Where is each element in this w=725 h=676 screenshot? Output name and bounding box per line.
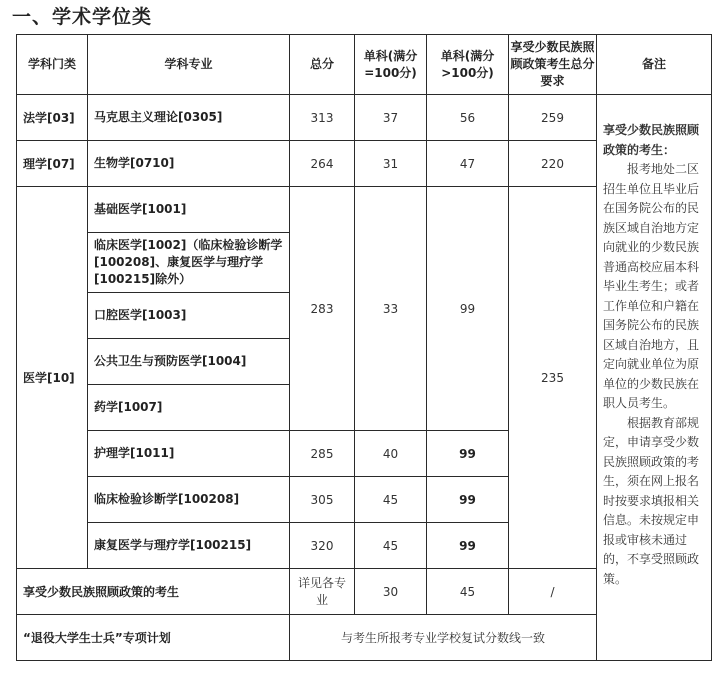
total-score: 285 bbox=[290, 431, 355, 477]
single-100-score: 45 bbox=[355, 477, 427, 523]
score-table bbox=[16, 34, 712, 661]
major-cell: 临床医学[1002]（临床检验诊断学[100208]、康复医学与理疗学[100215]除外） bbox=[88, 233, 290, 293]
major-cell: 基础医学[1001] bbox=[88, 187, 290, 233]
single-over-100-score: 56 bbox=[427, 95, 509, 141]
single-100-score: 31 bbox=[355, 141, 427, 187]
total-score: 320 bbox=[290, 523, 355, 569]
single-100-score: 40 bbox=[355, 431, 427, 477]
single-100-score: 33 bbox=[355, 187, 427, 431]
header-major: 学科专业 bbox=[88, 35, 290, 95]
table-row bbox=[17, 95, 712, 141]
single-over-100-score: 45 bbox=[427, 569, 509, 615]
major-cell: 生物学[0710] bbox=[88, 141, 290, 187]
minority-label: 享受少数民族照顾政策的考生 bbox=[17, 569, 290, 615]
header-total: 总分 bbox=[290, 35, 355, 95]
header-single-over-100: 单科(满分>100分) bbox=[427, 35, 509, 95]
major-cell: 口腔医学[1003] bbox=[88, 293, 290, 339]
total-score: 313 bbox=[290, 95, 355, 141]
minority-total-score: 235 bbox=[509, 187, 597, 569]
single-100-score: 30 bbox=[355, 569, 427, 615]
major-cell: 公共卫生与预防医学[1004] bbox=[88, 339, 290, 385]
section-heading: 一、学术学位类 bbox=[12, 6, 153, 28]
remark-paragraph-2: 根据教育部规定，申请享受少数民族照顾政策的考生，须在网上报名时按要求填报相关信息。未按规定申报或审核未通过的，不享受照顾政策。 bbox=[603, 415, 700, 586]
minority-total-score: / bbox=[509, 569, 597, 615]
veteran-note: 与考生所报考专业学校复试分数线一致 bbox=[290, 615, 597, 661]
category-science: 理学[07] bbox=[17, 141, 88, 187]
single-over-100-score: 99 bbox=[427, 187, 509, 431]
major-cell: 护理学[1011] bbox=[88, 431, 290, 477]
major-cell: 临床检验诊断学[100208] bbox=[88, 477, 290, 523]
category-law: 法学[03] bbox=[17, 95, 88, 141]
single-over-100-score: 99 bbox=[427, 431, 509, 477]
single-over-100-score: 99 bbox=[427, 477, 509, 523]
minority-total-score: 220 bbox=[509, 141, 597, 187]
single-over-100-score: 47 bbox=[427, 141, 509, 187]
category-medicine: 医学[10] bbox=[17, 187, 88, 569]
total-score: 283 bbox=[290, 187, 355, 431]
veteran-label: “退役大学生士兵”专项计划 bbox=[17, 615, 290, 661]
header-category: 学科门类 bbox=[17, 35, 88, 95]
single-100-score: 45 bbox=[355, 523, 427, 569]
header-single-100: 单科(满分=100分) bbox=[355, 35, 427, 95]
minority-total-score: 259 bbox=[509, 95, 597, 141]
remark-title: 享受少数民族照顾政策的考生： bbox=[603, 123, 700, 157]
remark-paragraph-1: 报考地处二区招生单位且毕业后在国务院公布的民族区域自治地方定向就业的少数民族普通高校应届本科毕业生考生；或者工作单位和户籍在国务院公布的民族区域自治地方，且定向就业单位为原单位的少数民族在职人员考生。 bbox=[603, 162, 700, 410]
single-over-100-score: 99 bbox=[427, 523, 509, 569]
major-cell: 康复医学与理疗学[100215] bbox=[88, 523, 290, 569]
single-100-score: 37 bbox=[355, 95, 427, 141]
major-cell: 马克思主义理论[0305] bbox=[88, 95, 290, 141]
total-score: 305 bbox=[290, 477, 355, 523]
table-header-row bbox=[17, 35, 712, 95]
major-cell: 药学[1007] bbox=[88, 385, 290, 431]
header-minority-total: 享受少数民族照顾政策考生总分要求 bbox=[509, 35, 597, 95]
total-score: 详见各专业 bbox=[290, 569, 355, 615]
total-score: 264 bbox=[290, 141, 355, 187]
header-remark: 备注 bbox=[597, 35, 712, 95]
remark-cell bbox=[597, 95, 712, 661]
